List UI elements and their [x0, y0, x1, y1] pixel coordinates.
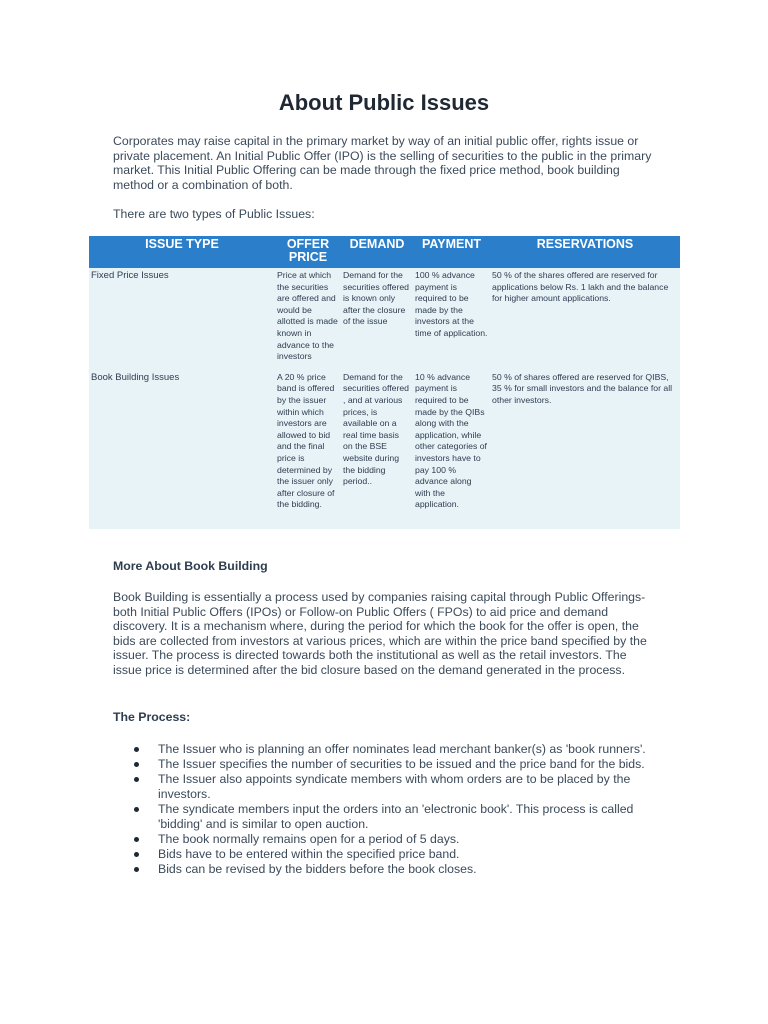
- list-item: [113, 832, 673, 847]
- list-item: [113, 847, 673, 862]
- types-intro-paragraph: There are two types of Public Issues:: [113, 207, 315, 221]
- list-item: [113, 862, 673, 877]
- list-item-text: The book normally remains open for a period of 5 days.: [158, 831, 460, 846]
- intro-paragraph: Corporates may raise capital in the primary market by way of an initial public offer, rights issue or private placement. An Initial Public Offer (IPO) is the selling of securities to the public in the primary market. This Initial Public Offering can be made through the fixed price method, book building method or a combination of both.: [113, 134, 652, 192]
- list-item-text: The Issuer also appoints syndicate members with whom orders are to be placed by the investors.: [158, 772, 631, 801]
- table-header-row: [89, 236, 680, 268]
- list-item: [113, 742, 673, 757]
- bullet-icon: [134, 807, 139, 812]
- list-item-text: The Issuer who is planning an offer nominates lead merchant banker(s) as 'book runners'.: [158, 742, 646, 756]
- list-item-text: The syndicate members input the orders into an 'electronic book'. This process is called 'bidding' and is similar to open auction.: [158, 802, 634, 831]
- cell-offer-price: Price at which the securities are offered and would be allotted is made known in advance to the investors: [275, 268, 341, 366]
- header-issue-type: ISSUE TYPE: [89, 236, 275, 268]
- header-demand: DEMAND: [341, 236, 413, 268]
- cell-issue-type: Book Building Issues: [89, 366, 275, 529]
- process-heading: The Process:: [113, 710, 191, 724]
- process-list: [113, 742, 673, 878]
- cell-reservations: 50 % of shares offered are reserved for QIBS, 35 % for small investors and the balance for all other investors.: [490, 366, 680, 529]
- list-item: [113, 757, 673, 772]
- cell-reservations: 50 % of the shares offered are reserved for applications below Rs. 1 lakh and the balance for higher amount applications.: [490, 268, 680, 366]
- more-about-book-building-heading: More About Book Building: [113, 559, 268, 573]
- cell-payment: 100 % advance payment is required to be made by the investors at the time of application.: [413, 268, 490, 366]
- cell-issue-type: Fixed Price Issues: [89, 268, 275, 366]
- header-reservations: RESERVATIONS: [490, 236, 680, 268]
- list-item-text: Bids have to be entered within the specified price band.: [158, 847, 460, 862]
- list-item: [113, 802, 673, 831]
- bullet-icon: [134, 747, 139, 752]
- bullet-icon: [134, 762, 139, 767]
- list-item-text: Bids can be revised by the bidders before the book closes.: [158, 862, 477, 877]
- cell-payment: 10 % advance payment is required to be made by the QIBs along with the application, while other categories of investors have to pay 100 % advance along with the application.: [413, 366, 490, 529]
- cell-demand: Demand for the securities offered , and at various prices, is available on a real time basis on the BSE website during the bidding period..: [341, 366, 413, 529]
- bullet-icon: [134, 852, 139, 857]
- header-offer-price: OFFER PRICE: [275, 236, 341, 268]
- cell-offer-price: A 20 % price band is offered by the issuer within which investors are allowed to bid and the final price is determined by the issuer only after closure of the bidding.: [275, 366, 341, 529]
- list-item: [113, 772, 673, 801]
- table-row: [89, 366, 680, 529]
- bullet-icon: [134, 777, 139, 782]
- cell-demand: Demand for the securities offered is known only after the closure of the issue: [341, 268, 413, 366]
- page-title: About Public Issues: [278, 90, 490, 115]
- list-item-text: The Issuer specifies the number of securities to be issued and the price band for the bids.: [158, 757, 645, 772]
- bullet-icon: [134, 837, 139, 842]
- book-building-paragraph: Book Building is essentially a process used by companies raising capital through Public Offerings-both Initial Public Offers (IPOs) or Follow-on Public Offers ( FPOs) to aid price and demand discovery. It is a mechanism where, during the period for which the book for the offer is open, the bids are collected from investors at various prices, which are within the price band specified by the issuer. The process is directed towards both the institutional as well as the retail investors. The issue price is determined after the bid closure based on the demand generated in the process.: [113, 590, 647, 677]
- bullet-icon: [134, 867, 139, 872]
- public-issues-table: [89, 236, 680, 529]
- header-payment: PAYMENT: [413, 236, 490, 268]
- table-row: [89, 268, 680, 366]
